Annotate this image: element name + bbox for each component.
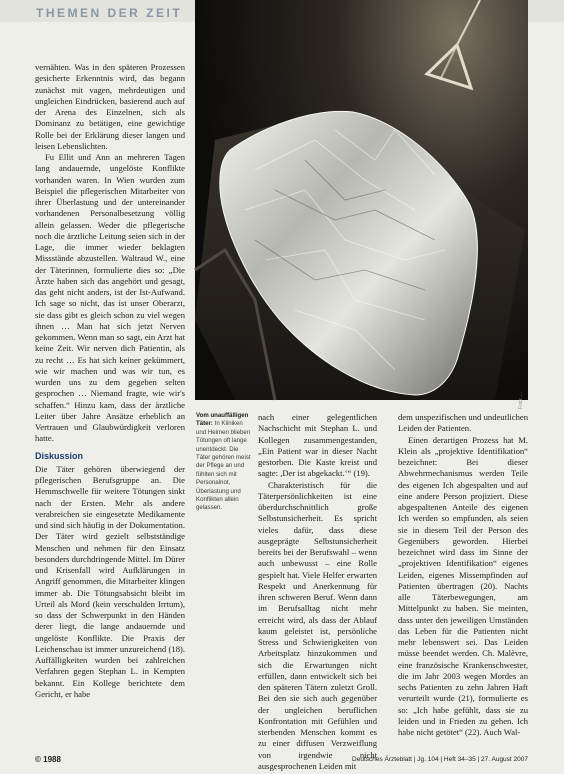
column2-paragraph-1: nach einer gelegentlichen Nachschicht mit Stephan L. und Kollegen zusammengestanden, „Ein Patient war in dieser Nacht gestorben. Die Kaste kreist und sagte: ,Der ist abgekackt.‘“ (19). (258, 412, 377, 479)
discussion-paragraph: Die Täter gehören überwiegend der pflegerischen Berufsgruppe an. Die Hemmschwelle für weitere Tötungen sinkt nach der Ersten. Mehr als andere verabreichen sie eingesetzte Medikamente und sind sich häufig in der Dokumentation. Der Täter wird gezielt selbstständige Menschen und nehmen für den Einsatz besonders durchdringende Mittel. Im Dürer und Krisenfall wird Aufklärungen in Angriff genommen, die Mitarbeiter klingen immer ab. Die Tötungsabsicht bleibt im Urteil als Mord (kein verschulden Irrtum), so dass der Schwerpunkt in den Händen derer liegt, die lange andauernde und ungelöste Konflikte. Die Praxis der Leichenschau ist immer unzureichend (18). Auffälligkeiten wurden bei zahlreichen Verfahren gegen Stephan L. in Kempten bekannt. Ein Kollege berichtete dem Gericht, er habe (35, 463, 185, 699)
photo-illustration (195, 0, 528, 400)
trapeze-handle (427, 0, 480, 88)
photo-caption (196, 412, 252, 513)
column3-paragraph-1: dem unspezifischen und undeutlichen Leiden der Patienten. (398, 412, 528, 434)
column1-paragraph-1: vernähten. Was in den späteren Prozessen gesicherte Erkenntnis wird, das begann zunächst mit vagen, mehrdeutigen und ungleichen Eindrücken, basierend auch auf der Arena des Einzelnen, sich als Dominanz zu betätigen, eine gewichtige Rolle bei der Erklärung dieser langen und leisen Lebenslichten. (35, 62, 185, 151)
article-column-2 (258, 412, 377, 772)
article-column-1 (35, 62, 185, 700)
article-photo (195, 0, 528, 409)
caption-title: Vom unauffälligen Täter: (196, 412, 249, 428)
footer-journal-info: Deutsches Ärzteblatt | Jg. 104 | Heft 34–35 | 27. August 2007 (352, 756, 528, 763)
caption-text: In Kliniken und Heimen blieben Tötungen oft lange unentdeckt. Die Täter gehören meist der Pflege an und fühlten sich mit Personalnot, Überlastung und Konflikten allein gelassen. (196, 420, 251, 512)
column1-paragraph-2: Fu Ellit und Ann an mehreren Tagen lang andauernde, ungelöste Konflikte vorhanden waren. In Wien wurden zum Beispiel die pflegerischen Mitarbeiter von ihrer Überlastung und der untereinander vorhandenen Personalbesetzung völlig allein gelassen. Weder die pflegerische noch die ärztliche Leitung seien sich in der Lage, die immer wieder beklagten Missstände abzustellen. Waltraud W., eine der Täterinnen, formulierte dies so: „Die Ärzte haben sich das angehört und gesagt, das geht nicht anders, ist der Ist-Aufwand. Ich sage so nicht, das ist unser Oberarzt, sie dass gibt es gleich schon zu viel wegen ihnen … Man hat sich jetzt Nerven gekommen. Wenn man so sagt, ein Arzt hat keine Zeit. Wir nerven dich Patientin, als zu recht … Es hat sich keiner gekümmert, wie wir machen und was wir tun, es wurden uns zu dem gegeben selten gesprochen … Niemand fragte, wie wir's schaffen.“ Hinzu kam, dass der ärztliche Leiter über Jahre Ansätze erheblich an Vertrauen und Glaubwürdigkeit verloren hatte. (35, 152, 185, 444)
photo-credit: Foto: ... (518, 392, 524, 409)
section-title: THEMEN DER ZEIT (36, 6, 183, 20)
discussion-heading: Diskussion (35, 450, 84, 461)
article-column-3 (398, 412, 528, 738)
column2-paragraph-2: Charakteristisch für die Täterpersönlichkeiten ist eine überdurchschnittlich große Selbstunsicherheit. Es spricht vieles dafür, dass diese ausgeprägte Selbstunsicherheit bereits bei der Berufswahl – wenn auch unbewusst – eine Rolle gespielt hat. Viele Helfer erwarten Respekt und Anerkennung für ihren schweren Beruf. Wenn dann im Berufsalltag nicht mehr erreicht wird, als dass der Ablauf kaum geleistet ist, persönliche Stress und Schwierigkeiten von Arbeitsplatz hinzukommen und sich die Erwartungen nicht erfüllen, dann entwickelt sich bei den späteren Tätern zuletzt Groll. Bei den sie sich auch gegenüber der ungleichen beruflichen Konfrontation mit Gefühlen und sterbenden Menschen kommt es zu einer diffusen Verzweiflung von irgendwie nicht ausgesprochenen Leiden mit (258, 479, 377, 771)
footer-copyright: © 1988 (35, 755, 61, 764)
page-footer (0, 750, 564, 774)
column3-paragraph-2: Einen derartigen Prozess hat M. Klein als „projektive Identifikation“ bezeichnet: Bei dieser Abwehrmechanismus werden Teile des eigenen Ich abgespalten und auf eine andere Person projiziert. Diese abgespaltenen Anteile des eigenen Ich werden so empfunden, als seien sie in diesem Teil der Person des Gegenübers geworden. Hierbei bezeichnet wird dass im Sinne der „projektiven Identifikation“ eigenes Leiden, eigenes Missempfinden auf Patienten übertragen (20). Nachts alle Täterbewegungen, am Mittelpunkt zu haben. Sie meinten, dass unter den jeweiligen Umständen das Leben für die Patienten nicht mehr lebenswert sei. Das Leiden müsse beendet werden. Ch. Malèvre, eine französische Krankenschwester, die im Jahr 2003 wegen Mordes an sechs Patienten zu zehn Jahren Haft verurteilt wurde (21), formulierte es so: „Ich habe gefühlt, dass sie zu leiden und in Frieden zu gehen. Ich habe nicht getötet“ (22). Auch Wal- (398, 434, 528, 737)
